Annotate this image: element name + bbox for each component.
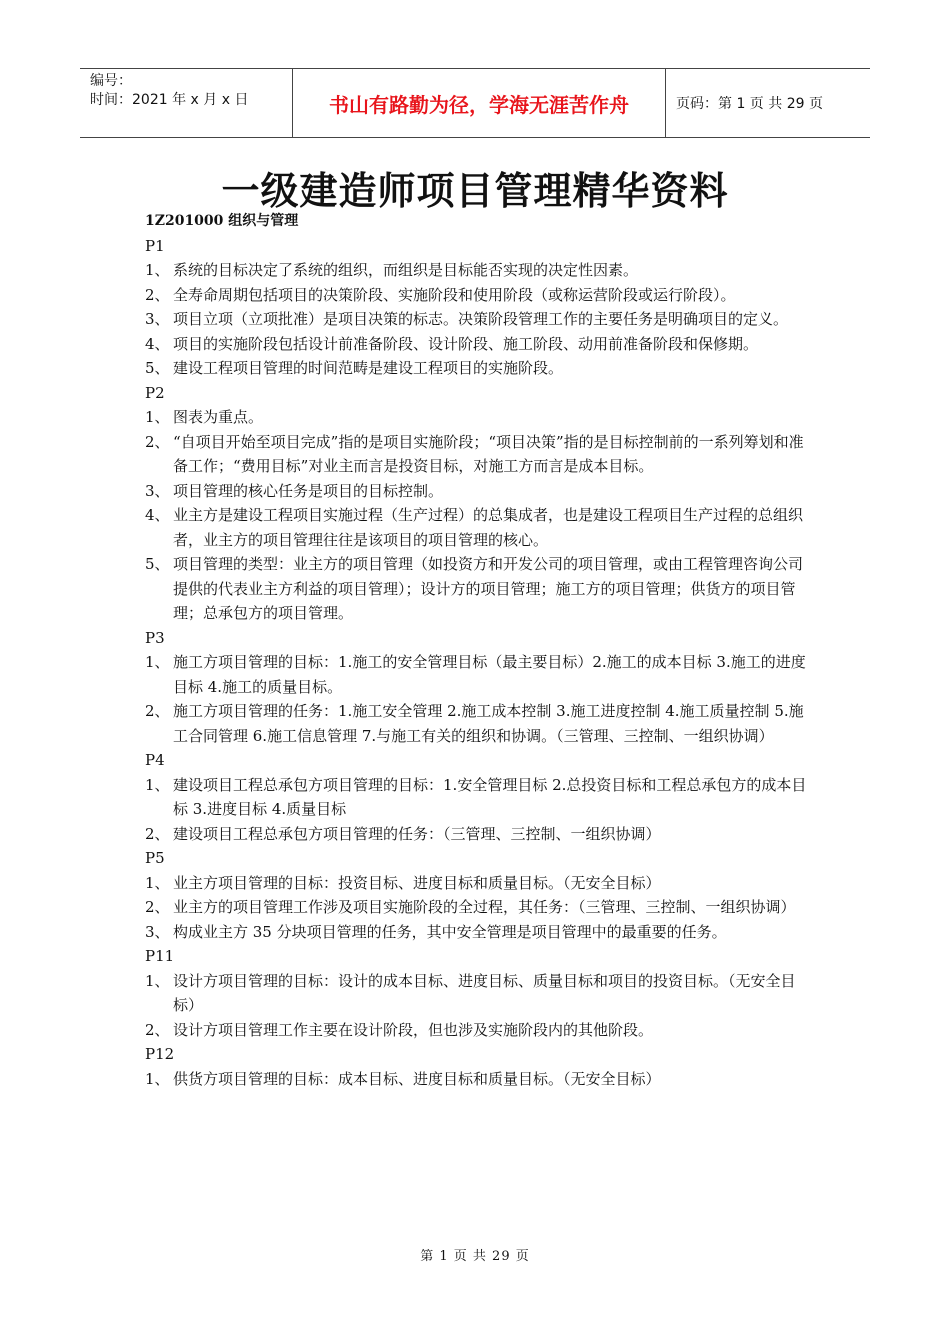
- page-reference-p3: P3: [145, 628, 165, 647]
- section-heading: 1Z201000 组织与管理: [145, 213, 299, 229]
- list-item: [145, 283, 810, 308]
- item-number: 1、: [145, 775, 170, 794]
- item-text: “自项目开始至项目完成”指的是项目实施阶段；“项目决策”指的是目标控制前的一系列筹划和准备工作；“费用目标”对业主而言是投资目标，对施工方而言是成本目标。: [173, 432, 804, 475]
- item-number: 2、: [145, 1020, 170, 1039]
- list-item: [145, 332, 810, 357]
- item-text: 业主方的项目管理工作涉及项目实施阶段的全过程，其任务：（三管理、三控制、一组织协调）: [173, 898, 796, 916]
- list-item: [145, 307, 810, 332]
- list-item: [145, 1067, 810, 1092]
- page-reference-p12: P12: [145, 1045, 175, 1063]
- item-number: 2、: [145, 898, 170, 916]
- list-item: [145, 503, 810, 552]
- item-text: 项目的实施阶段包括设计前准备阶段、设计阶段、施工阶段、动用前准备阶段和保修期。: [173, 334, 759, 353]
- list-item: [145, 895, 810, 920]
- list-item: [145, 822, 810, 847]
- list-item: [145, 699, 810, 748]
- page-reference-p1: P1: [145, 236, 165, 255]
- item-number: 4、: [145, 506, 170, 524]
- item-number: 1、: [145, 1069, 170, 1088]
- header-motto: 书山有路勤为径，学海无涯苦作舟: [292, 69, 666, 137]
- list-item: [145, 405, 810, 430]
- item-number: 1、: [145, 971, 170, 990]
- item-number: 2、: [145, 702, 170, 720]
- list-item: [145, 650, 810, 699]
- item-number: 5、: [145, 555, 170, 573]
- item-number: 1、: [145, 408, 170, 426]
- page-reference-p4: P4: [145, 751, 165, 769]
- item-text: 系统的目标决定了系统的组织，而组织是目标能否实现的决定性因素。: [173, 261, 639, 279]
- item-text: 建设项目工程总承包方项目管理的目标：1.安全管理目标 2.总投资目标和工程总承包方的成本目标 3.进度目标 4.质量目标: [173, 775, 807, 818]
- item-text: 构成业主方 35 分块项目管理的任务，其中安全管理是项目管理中的最重要的任务。: [173, 922, 727, 941]
- page-reference-p11: P11: [145, 947, 175, 965]
- time-label: 时间：2021 年 x 月 x 日: [90, 92, 249, 108]
- page-reference-p2: P2: [145, 383, 165, 402]
- list-item: [145, 552, 810, 626]
- item-number: 2、: [145, 824, 170, 843]
- item-text: 供货方项目管理的目标：成本目标、进度目标和质量目标。（无安全目标）: [173, 1069, 661, 1088]
- list-item: [145, 479, 810, 504]
- item-number: 2、: [145, 432, 170, 451]
- document-body: [145, 209, 810, 1091]
- item-text: 施工方项目管理的目标：1.施工的安全管理目标（最主要目标）2.施工的成本目标 3.施工的进度目标 4.施工的质量目标。: [173, 653, 806, 696]
- item-text: 项目管理的类型：业主方的项目管理（如投资方和开发公司的项目管理，或由工程管理咨询公司提供的代表业主方利益的项目管理）；设计方的项目管理；施工方的项目管理；供货方的项目管理；总承包方的项目管理。: [173, 555, 804, 622]
- page-header: [80, 68, 870, 138]
- list-item: [145, 258, 810, 283]
- page-footer: 第 1 页 共 29 页: [420, 1249, 530, 1264]
- item-text: 项目管理的核心任务是项目的目标控制。: [173, 481, 444, 500]
- item-text: 建设工程项目管理的时间范畴是建设工程项目的实施阶段。: [173, 359, 564, 377]
- item-number: 4、: [145, 334, 170, 353]
- item-number: 1、: [145, 873, 170, 892]
- list-item: [145, 773, 810, 822]
- item-number: 1、: [145, 653, 170, 671]
- item-text: 设计方项目管理的目标：设计的成本目标、进度目标、质量目标和项目的投资目标。（无安全目标）: [173, 971, 796, 1014]
- item-number: 3、: [145, 481, 170, 500]
- item-text: 项目立项（立项批准）是项目决策的标志。决策阶段管理工作的主要任务是明确项目的定义。: [173, 310, 789, 328]
- item-number: 3、: [145, 310, 170, 328]
- item-number: 2、: [145, 285, 170, 304]
- list-item: [145, 1018, 810, 1043]
- item-number: 1、: [145, 261, 170, 279]
- item-text: 设计方项目管理工作主要在设计阶段，但也涉及实施阶段内的其他阶段。: [173, 1020, 654, 1039]
- item-text: 业主方是建设工程项目实施过程（生产过程）的总集成者，也是建设工程项目生产过程的总组织者，业主方的项目管理往往是该项目的项目管理的核心。: [173, 506, 804, 549]
- item-text: 施工方项目管理的任务：1.施工安全管理 2.施工成本控制 3.施工进度控制 4.施工质量控制 5.施工合同管理 6.施工信息管理 7.与施工有关的组织和协调。（三管理、三控制、一组织协调）: [173, 702, 804, 745]
- list-item: [145, 920, 810, 945]
- item-text: 建设项目工程总承包方项目管理的任务：（三管理、三控制、一组织协调）: [173, 824, 661, 843]
- item-number: 3、: [145, 922, 170, 941]
- header-meta: [80, 69, 292, 137]
- list-item: [145, 430, 810, 479]
- item-text: 业主方项目管理的目标：投资目标、进度目标和质量目标。（无安全目标）: [173, 873, 661, 892]
- serial-label: 编号：: [90, 73, 132, 89]
- list-item: [145, 969, 810, 1018]
- content-groups: [145, 234, 810, 1092]
- page-reference-p5: P5: [145, 849, 165, 867]
- item-text: 图表为重点。: [173, 408, 264, 426]
- list-item: [145, 871, 810, 896]
- header-page-info: 页码：第 1 页 共 29 页: [676, 96, 823, 112]
- list-item: [145, 356, 810, 381]
- item-text: 全寿命周期包括项目的决策阶段、实施阶段和使用阶段（或称运营阶段或运行阶段）。: [173, 285, 736, 304]
- document-title: 一级建造师项目管理精华资料: [221, 169, 729, 213]
- item-number: 5、: [145, 359, 170, 377]
